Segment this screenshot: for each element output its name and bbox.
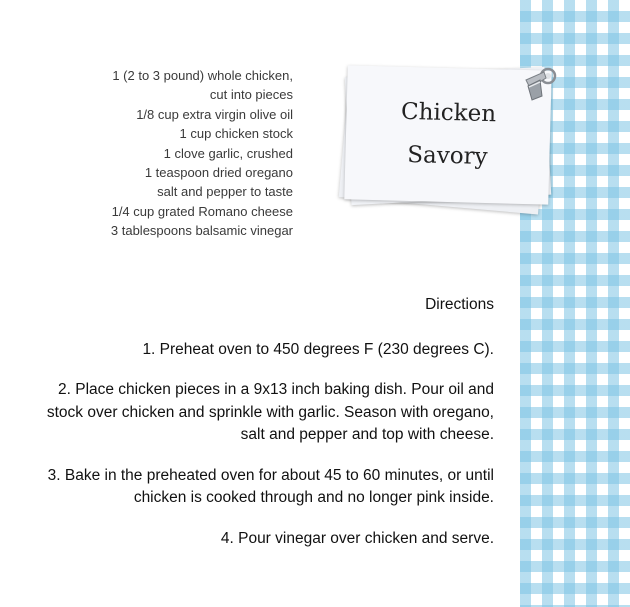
- binder-clip-icon: [518, 66, 562, 106]
- direction-step: 4. Pour vinegar over chicken and serve.: [220, 529, 494, 547]
- direction-step: 1. Preheat oven to 450 degrees F (230 degrees C).: [142, 340, 494, 358]
- ingredients-list: [100, 66, 293, 241]
- ingredient-item: 1/8 cup extra virgin olive oil: [136, 106, 293, 122]
- ingredient-item: 1 cup chicken stock: [179, 126, 293, 142]
- ingredient-item: 1 (2 to 3 pound) whole chicken, cut into pieces: [112, 68, 293, 103]
- ingredient-item: 1 clove garlic, crushed: [163, 145, 293, 161]
- directions-heading: Directions: [425, 296, 494, 313]
- ingredient-item: salt and pepper to taste: [157, 184, 293, 200]
- direction-step: 3. Bake in the preheated oven for about 45 to 60 minutes, or until chicken is cooked through and no longer pink inside.: [47, 466, 494, 506]
- ingredient-item: 3 tablespoons balsamic vinegar: [110, 223, 293, 239]
- recipe-title-line: Chicken: [400, 98, 497, 128]
- recipe-card-stack: [338, 58, 578, 228]
- recipe-title-line: Savory: [406, 141, 488, 171]
- ingredient-item: 1 teaspoon dried oregano: [144, 165, 293, 181]
- ingredient-item: 1/4 cup grated Romano cheese: [111, 203, 293, 219]
- direction-step: 2. Place chicken pieces in a 9x13 inch baking dish. Pour oil and stock over chicken and sprinkle with garlic. Season with oregano, salt and pepper and top with cheese.: [46, 381, 494, 443]
- directions-section: [40, 294, 494, 568]
- recipe-title: [377, 90, 519, 180]
- directions-steps: [40, 339, 494, 551]
